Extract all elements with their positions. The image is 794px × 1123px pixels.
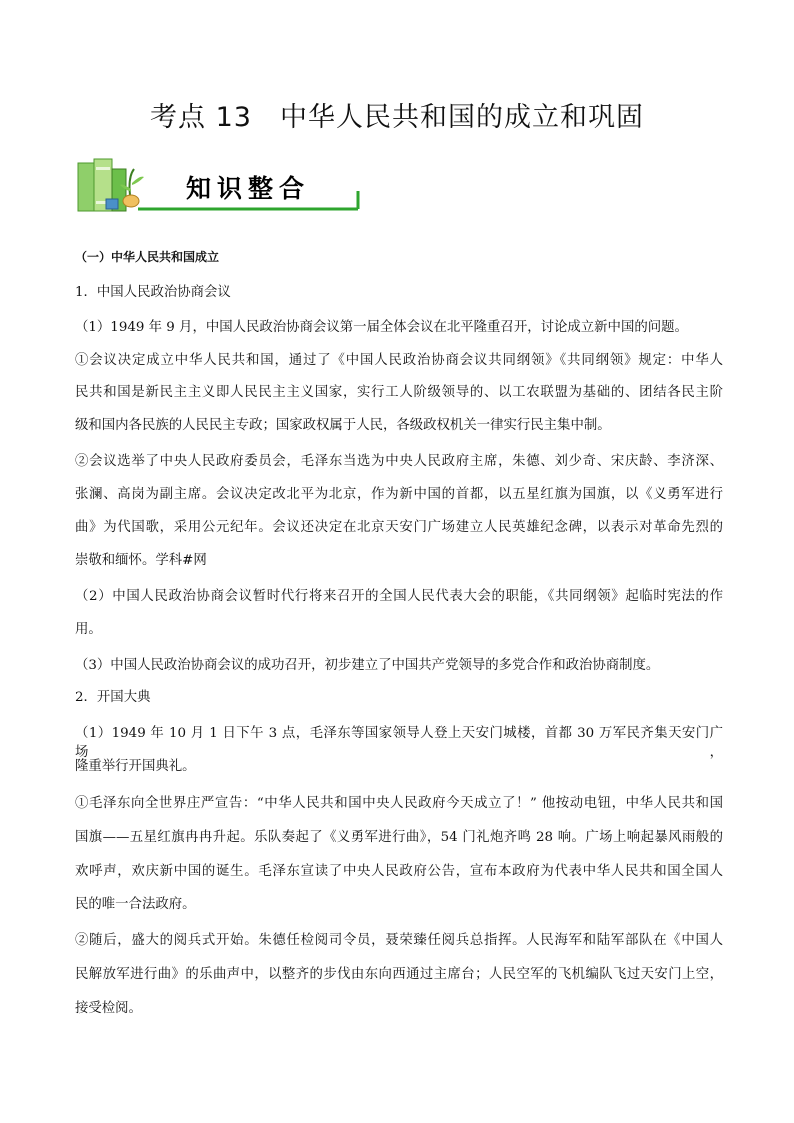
paragraph-line: 民解放军进行曲》的乐曲声中，以整齐的步伐由东向西通过主席台；人民空军的飞机编队飞过天安门上空， (75, 967, 723, 982)
paragraph-line: 欢呼声，欢庆新中国的诞生。毛泽东宣读了中央人民政府公告，宣布本政府为代表中华人民共和国全国人 (75, 864, 723, 879)
paragraph-line: （1）1949 年 9 月，中国人民政治协商会议第一届全体会议在北平隆重召开，讨论成立新中国的问题。 (75, 320, 688, 335)
paragraph-line: （1）1949 年 10 月 1 日下午 3 点，毛泽东等国家领导人登上天安门城楼，首都 30 万军民齐集天安门广场， (75, 726, 723, 760)
banner-label: 知识整合 (186, 174, 311, 203)
paragraph-line: ②随后，盛大的阅兵式开始。朱德任检阅司令员，聂荣臻任阅兵总指挥。人民海军和陆军部队在《中国人 (75, 933, 723, 948)
paragraph-line: 民共和国是新民主主义即人民民主主义国家，实行工人阶级领导的、以工农联盟为基础的、团结各民主阶 (75, 385, 723, 400)
paragraph-line: 张澜、高岗为副主席。会议决定改北平为北京，作为新中国的首都，以五星红旗为国旗，以《义勇军进行 (75, 487, 723, 502)
paragraph-line: 级和国内各民族的人民民主专政；国家政权属于人民，各级政权机关一律实行民主集中制。 (75, 418, 611, 433)
paragraph-line: 隆重举行开国典礼。 (75, 759, 196, 774)
paragraph-line: 用。 (75, 622, 102, 637)
page-title: 考点 13 中华人民共和国的成立和巩固 (150, 102, 644, 133)
paragraph-line: 曲》为代国歌，采用公元纪年。会议还决定在北京天安门广场建立人民英雄纪念碑，以表示对革命先烈的 (75, 520, 723, 535)
paragraph-line: 崇敬和缅怀。学科#网 (75, 553, 207, 568)
paragraph-line: 接受检阅。 (75, 1001, 142, 1016)
section-heading: （一）中华人民共和国成立 (75, 250, 220, 264)
knowledge-banner (74, 155, 374, 217)
paragraph-line: ①会议决定成立中华人民共和国，通过了《中国人民政治协商会议共同纲领》《共同纲领》规定：中华人 (75, 353, 723, 368)
paragraph-line: 国旗——五星红旗冉冉升起。乐队奏起了《义勇军进行曲》，54 门礼炮齐鸣 28 响。广场上响起暴风雨般的 (75, 830, 723, 845)
paragraph-line: 民的唯一合法政府。 (75, 897, 196, 912)
subsection-heading: 1．中国人民政治协商会议 (75, 285, 231, 300)
paragraph-line: ②会议选举了中央人民政府委员会，毛泽东当选为中央人民政府主席，朱德、刘少奇、宋庆龄、李济深、 (75, 454, 723, 469)
paragraph-line: （3）中国人民政治协商会议的成功召开，初步建立了中国共产党领导的多党合作和政治协商制度。 (75, 658, 660, 673)
paragraph-line: （2）中国人民政治协商会议暂时代行将来召开的全国人民代表大会的职能，《共同纲领》起临时宪法的作 (75, 589, 723, 604)
subsection-heading: 2．开国大典 (75, 690, 151, 705)
paragraph-line: ①毛泽东向全世界庄严宣告：“中华人民共和国中央人民政府今天成立了！” 他按动电钮，中华人民共和国 (75, 796, 723, 811)
